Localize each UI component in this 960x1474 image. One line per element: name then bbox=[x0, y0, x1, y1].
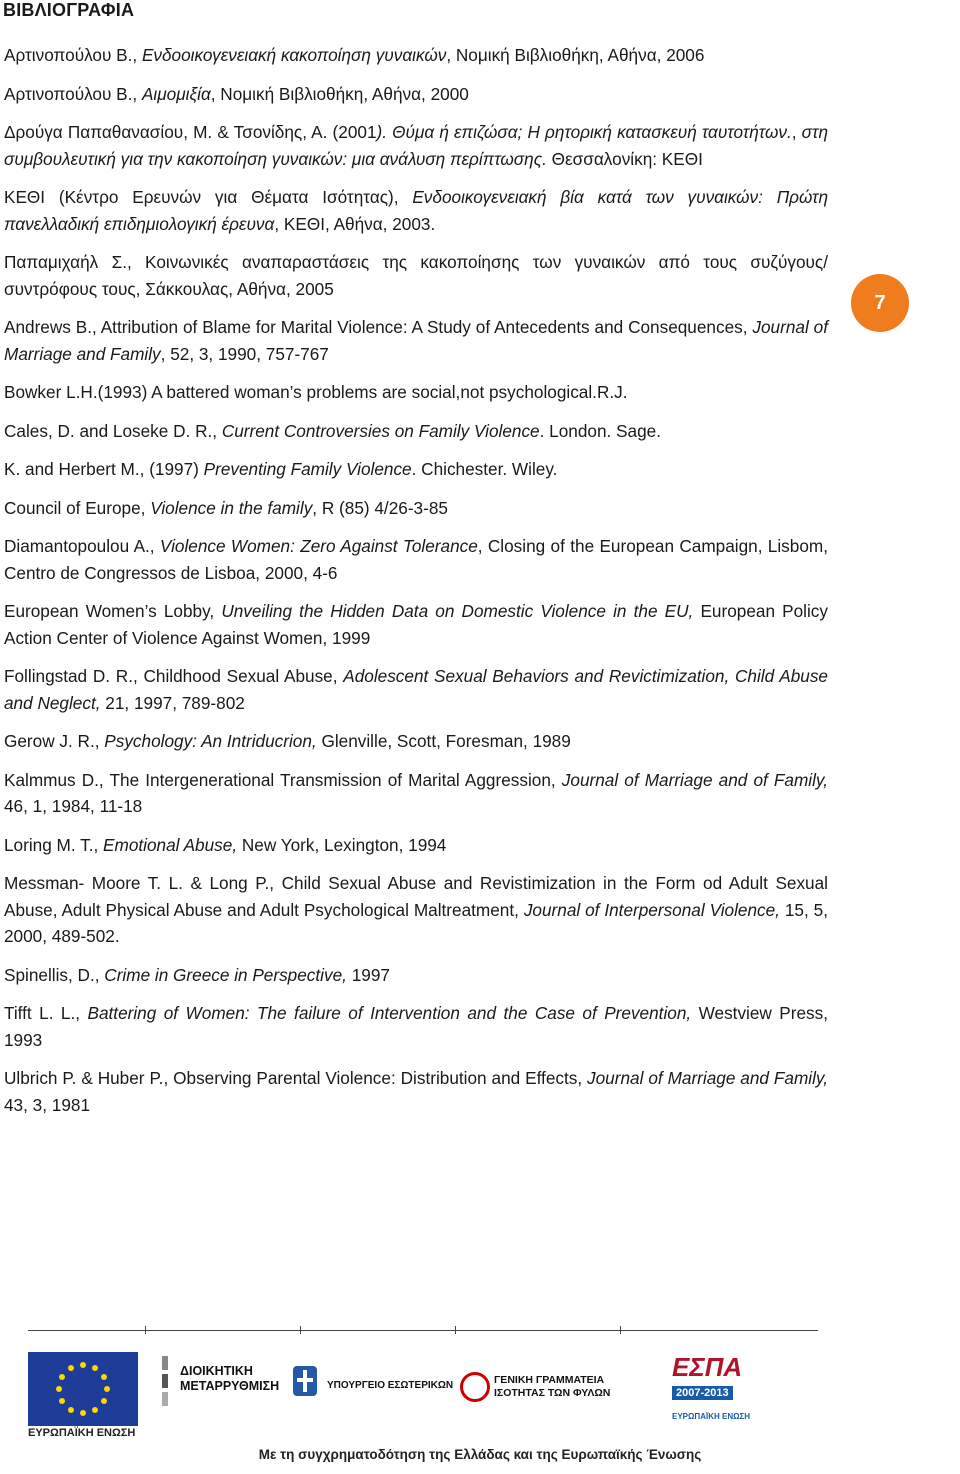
reference-entry bbox=[4, 379, 828, 406]
reference-text: , R (85) 4/26-3-85 bbox=[312, 497, 448, 518]
admin-reform-logo-icon bbox=[160, 1356, 172, 1426]
reference-entry bbox=[4, 184, 828, 237]
reference-title: Unveiling the Hidden Data on Domestic Violence in the EU, bbox=[221, 601, 694, 621]
espa-years: 2007-2013 bbox=[672, 1386, 733, 1400]
admin-reform-line1: ΔΙΟΙΚΗΤΙΚΗ bbox=[180, 1364, 253, 1378]
reference-title: Adolescent Sexual Behaviors and Revictimization, Child Abuse and Neglect, bbox=[4, 666, 828, 713]
page-number-badge: 7 bbox=[851, 274, 909, 332]
reference-text: K. and Herbert M., (1997) bbox=[4, 459, 204, 479]
reference-entry bbox=[4, 249, 828, 302]
gen-secretariat-text bbox=[494, 1374, 610, 1400]
reference-entry bbox=[4, 1000, 828, 1053]
cofunding-tagline: Με τη συγχρηματοδότηση της Ελλάδας και της Ευρωπαϊκής Ένωσης bbox=[258, 1447, 702, 1462]
reference-text: Spinellis, D., bbox=[4, 964, 105, 985]
reference-text: European Women’s Lobby, bbox=[4, 601, 222, 621]
reference-text: Glenville, Scott, Foresman, 1989 bbox=[316, 731, 571, 751]
reference-text: Messman- Moore T. L. & Long P., Child Sexual Abuse and Revistimization in the Form od Adult Sexual Abuse, Adult Physical Abuse and Adult Psychological Maltreatment, bbox=[4, 873, 828, 920]
reference-text: Ulbrich P. & Huber P., Observing Parental Violence: Distribution and Effects, bbox=[4, 1068, 588, 1088]
reference-text: 1997 bbox=[346, 964, 390, 985]
reference-entry bbox=[4, 495, 828, 522]
reference-entry bbox=[4, 418, 828, 445]
reference-text: Θεσσαλονίκη: ΚΕΘΙ bbox=[546, 148, 703, 169]
reference-title: Journal of Marriage and of Family, bbox=[561, 769, 829, 790]
reference-text: Tifft L. L., bbox=[4, 1003, 88, 1023]
reference-text: Kalmmus D., The Intergenerational Transmission of Marital Aggression, bbox=[4, 769, 562, 790]
reference-text: Westview Press, 1993 bbox=[4, 1003, 828, 1050]
reference-title: Current Controversies on Family Violence bbox=[221, 420, 540, 441]
reference-entry bbox=[4, 870, 828, 950]
admin-reform-line2: ΜΕΤΑΡΡΥΘΜΙΣΗ bbox=[180, 1379, 280, 1393]
reference-title: Battering of Women: The failure of Intervention and the Case of Prevention, bbox=[87, 1003, 692, 1023]
reference-text: Αρτινοπούλου Β., bbox=[4, 45, 142, 65]
reference-text: , 52, 3, 1990, 757-767 bbox=[160, 343, 329, 364]
espa-title: ΕΣΠΑ bbox=[672, 1352, 743, 1382]
reference-title: Journal of Marriage and Family, bbox=[587, 1068, 828, 1088]
reference-text: Gerow J. R., bbox=[4, 731, 105, 751]
reference-text: , bbox=[791, 122, 802, 142]
espa-subtitle: ΕΥΡΩΠΑΪΚΗ ΕΝΩΣΗ bbox=[672, 1412, 751, 1421]
reference-entry bbox=[4, 456, 828, 483]
reference-list bbox=[4, 42, 828, 1130]
reference-text: , Closing of the European Campaign, Lisbom, Centro de Congressos de Lisboa, 2000, 4-6 bbox=[4, 536, 828, 583]
reference-text: 21, 1997, 789-802 bbox=[100, 692, 245, 713]
reference-text: Bowker L.H.(1993) A battered woman’s problems are social,not psychological.R.J. bbox=[4, 382, 628, 402]
reference-title: Psychology: An Intriducrion, bbox=[104, 731, 317, 751]
reference-text: Follingstad D. R., Childhood Sexual Abuse, bbox=[4, 666, 344, 686]
page-title: ΒΙΒΛΙΟΓΡΑΦΙΑ bbox=[3, 0, 135, 20]
gen-secretariat-line1: ΓΕΝΙΚΗ ΓΡΑΜΜΑΤΕΙΑ bbox=[494, 1374, 605, 1386]
reference-entry bbox=[4, 767, 828, 820]
reference-text: Παπαμιχαήλ Σ., Κοινωνικές αναπαραστάσεις της κακοποίησης των γυναικών από τους συζύγους/ συντρόφους τους, Σάκκουλας, Αθήνα, 2005 bbox=[4, 252, 828, 299]
reference-entry bbox=[4, 598, 828, 651]
eu-caption: ΕΥΡΩΠΑΪΚΗ ΕΝΩΣΗ bbox=[28, 1427, 136, 1439]
reference-title: Violence in the family bbox=[150, 497, 313, 518]
reference-title: ). Θύμα ή επιζώσα; Η ρητορική κατασκευή ταυτοτήτων. bbox=[376, 122, 792, 142]
reference-title: Emotional Abuse, bbox=[103, 834, 238, 855]
reference-text: 46, 1, 1984, 11-18 bbox=[4, 796, 143, 816]
reference-text: Diamantopoulou A., bbox=[4, 536, 160, 556]
reference-entry bbox=[4, 81, 828, 108]
reference-entry bbox=[4, 1065, 828, 1118]
reference-text: Council of Europe, bbox=[4, 497, 151, 518]
reference-entry bbox=[4, 663, 828, 716]
reference-text: ΚΕΘΙ (Κέντρο Ερευνών για Θέματα Ισότητας), bbox=[4, 187, 413, 207]
reference-text: New York, Lexington, 1994 bbox=[237, 834, 447, 855]
reference-text: European Policy Action Center of Violence Against Women, 1999 bbox=[4, 601, 828, 648]
reference-entry bbox=[4, 42, 828, 69]
reference-text: Αρτινοπούλου Β., bbox=[4, 83, 142, 104]
reference-text: Loring M. T., bbox=[4, 834, 104, 855]
reference-entry bbox=[4, 533, 828, 586]
reference-entry bbox=[4, 962, 828, 989]
reference-text: 15, 5, 2000, 489-502. bbox=[4, 899, 829, 946]
reference-text: Cales, D. and Loseke D. R., bbox=[4, 420, 222, 441]
reference-text: 43, 3, 1981 bbox=[4, 1094, 91, 1115]
reference-text: , ΚΕΘΙ, Αθήνα, 2003. bbox=[274, 213, 436, 234]
reference-title: Preventing Family Violence bbox=[203, 459, 412, 479]
reference-title: Violence Women: Zero Against Tolerance bbox=[159, 536, 478, 556]
gen-secretariat-line2: ΙΣΟΤΗΤΑΣ ΤΩΝ ΦΥΛΩΝ bbox=[494, 1387, 611, 1399]
reference-text: . London. Sage. bbox=[539, 420, 661, 441]
reference-title: Αιμομιξία bbox=[141, 83, 211, 104]
reference-entry bbox=[4, 314, 828, 367]
reference-text: Andrews B., Attribution of Blame for Marital Violence: A Study of Antecedents and Consequences, bbox=[4, 317, 753, 337]
reference-entry bbox=[4, 832, 828, 859]
reference-title: Journal of Marriage and Family bbox=[4, 317, 828, 364]
reference-text: , Νομική Βιβλιοθήκη, Αθήνα, 2006 bbox=[446, 45, 705, 65]
footer-divider bbox=[28, 1330, 818, 1331]
reference-title: Ενδοοικογενειακή βία κατά των γυναικών: Πρώτη πανελλαδική επιδημιολογική έρευνα bbox=[4, 187, 828, 234]
reference-title: Journal of Interpersonal Violence, bbox=[523, 899, 780, 920]
reference-title: Crime in Greece in Perspective, bbox=[104, 964, 347, 985]
reference-text: , Νομική Βιβλιοθήκη, Αθήνα, 2000 bbox=[210, 83, 469, 104]
eu-flag-icon bbox=[28, 1352, 138, 1426]
greek-emblem-icon bbox=[290, 1362, 320, 1402]
reference-entry bbox=[4, 119, 828, 172]
ministry-name: ΥΠΟΥΡΓΕΙΟ ΕΣΩΤΕΡΙΚΩΝ bbox=[327, 1380, 454, 1391]
admin-reform-text bbox=[180, 1364, 279, 1394]
reference-entry bbox=[4, 728, 828, 755]
reference-text: Δρούγα Παπαθανασίου, Μ. & Τσονίδης, Α. (2001 bbox=[4, 122, 377, 142]
reference-title: Ενδοοικογενειακή κακοποίηση γυναικών bbox=[141, 45, 447, 65]
reference-title: στη συμβουλευτική για την κακοποίηση γυναικών: μια ανάλυση περίπτωσης. bbox=[4, 122, 828, 169]
sponsor-logos bbox=[0, 1340, 960, 1440]
gender-equality-logo-icon bbox=[460, 1372, 490, 1402]
reference-text: . Chichester. Wiley. bbox=[411, 459, 558, 479]
